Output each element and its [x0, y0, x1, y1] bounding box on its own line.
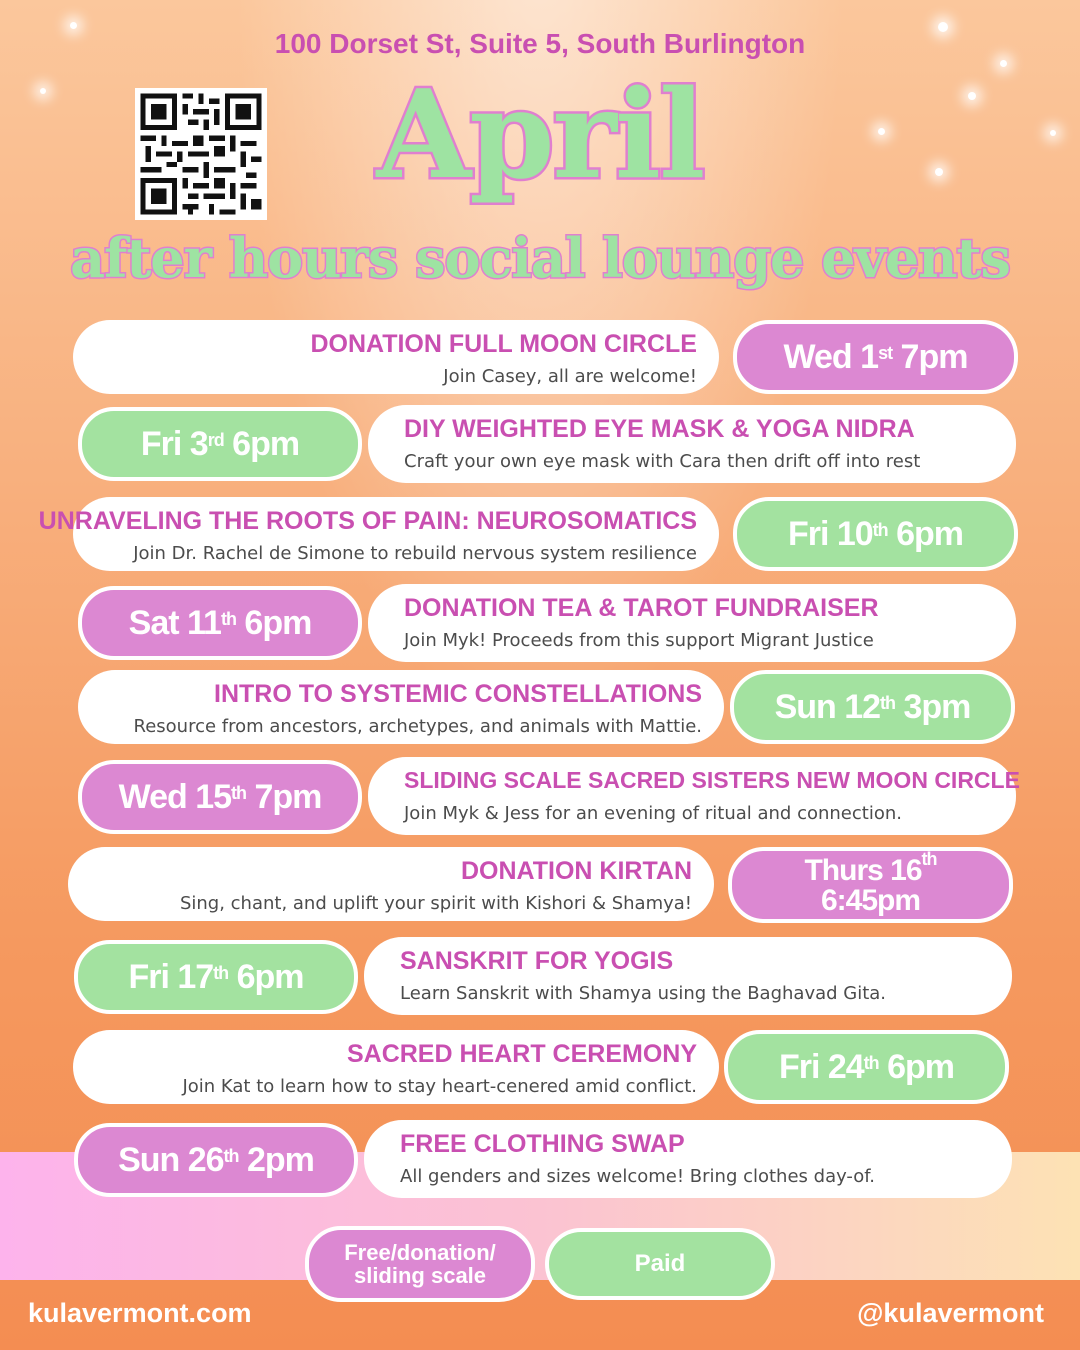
event-title: DONATION FULL MOON CIRCLE — [310, 330, 697, 358]
event-day: Sun 26 — [118, 1141, 224, 1179]
event-card[interactable] — [68, 847, 714, 921]
event-description: Join Myk & Jess for an evening of ritual and connection. — [404, 803, 902, 824]
event-date-pill[interactable] — [724, 1030, 1009, 1104]
website-link[interactable]: kulavermont.com — [28, 1298, 252, 1328]
event-card[interactable] — [38, 497, 719, 571]
event-title: INTRO TO SYSTEMIC CONSTELLATIONS — [214, 680, 702, 708]
event-ordinal: th — [880, 693, 896, 713]
event-ordinal: st — [878, 343, 893, 363]
event-ordinal: th — [921, 849, 937, 869]
event-day: Sat 11 — [128, 604, 221, 642]
event-description: Sing, chant, and uplift your spirit with Kishori & Shamya! — [179, 893, 692, 914]
event-date-pill[interactable] — [78, 760, 362, 834]
event-description: Craft your own eye mask with Cara then drift off into rest — [404, 451, 921, 472]
event-day: Wed 1 — [783, 338, 879, 376]
event-card[interactable] — [73, 320, 719, 394]
event-title: UNRAVELING THE ROOTS OF PAIN: NEUROSOMATICS — [38, 507, 697, 535]
event-title: DONATION KIRTAN — [461, 857, 692, 885]
event-ordinal: th — [863, 1053, 879, 1073]
legend-free-line1: Free/donation/ — [344, 1239, 496, 1265]
legend-free-line2: sliding scale — [353, 1263, 487, 1288]
event-time: 6pm — [896, 515, 964, 553]
event-ordinal: th — [872, 520, 888, 540]
event-title: SLIDING SCALE SACRED SISTERS NEW MOON CIRCLE — [404, 767, 1020, 793]
event-day: Wed 15 — [118, 778, 232, 816]
event-time: 6:45pm — [820, 884, 921, 917]
event-description: All genders and sizes welcome! Bring clothes day-of. — [400, 1166, 876, 1187]
event-day: Fri 24 — [778, 1048, 864, 1086]
event-time: 3pm — [903, 688, 971, 726]
event-ordinal: th — [213, 963, 229, 983]
event-time: 7pm — [254, 778, 322, 816]
event-date-pill[interactable] — [74, 1123, 358, 1197]
event-date-pill[interactable] — [733, 497, 1018, 571]
event-date-pill[interactable] — [74, 940, 358, 1014]
event-card[interactable] — [368, 757, 1020, 835]
address: 100 Dorset St, Suite 5, South Burlington — [274, 28, 806, 59]
event-title: SANSKRIT FOR YOGIS — [400, 947, 674, 975]
event-date-pill[interactable] — [728, 847, 1013, 923]
event-time: 6pm — [236, 958, 304, 996]
event-day: Fri 3 — [140, 425, 208, 463]
event-card[interactable] — [364, 1120, 1012, 1198]
event-title: SACRED HEART CEREMONY — [346, 1040, 697, 1068]
event-day: Sun 12 — [774, 688, 881, 726]
event-description: Join Kat to learn how to stay heart-cenered amid conflict. — [182, 1076, 697, 1097]
event-description: Join Dr. Rachel de Simone to rebuild nervous system resilience — [133, 543, 697, 564]
subtitle: after hours social lounge events — [70, 226, 1010, 290]
event-card[interactable] — [364, 937, 1012, 1015]
event-title: DIY WEIGHTED EYE MASK & YOGA NIDRA — [404, 415, 915, 443]
event-description: Join Casey, all are welcome! — [443, 366, 697, 387]
event-time: 6pm — [887, 1048, 955, 1086]
event-time: 6pm — [232, 425, 300, 463]
event-time: 7pm — [900, 338, 968, 376]
event-card[interactable] — [78, 670, 724, 744]
event-card[interactable] — [73, 1030, 719, 1104]
event-title: DONATION TEA & TAROT FUNDRAISER — [404, 594, 879, 622]
event-day: Thurs 16 — [804, 854, 922, 887]
event-card[interactable] — [368, 405, 1016, 483]
month-title: April — [376, 62, 704, 206]
event-day: Fri 10 — [787, 515, 873, 553]
event-card[interactable] — [368, 584, 1016, 662]
legend-free-donation-sliding — [305, 1226, 535, 1302]
event-description: Join Myk! Proceeds from this support Migrant Justice — [404, 630, 874, 651]
legend-paid — [545, 1228, 775, 1300]
event-date-pill[interactable] — [733, 320, 1018, 394]
social-handle[interactable]: @kulavermont — [857, 1298, 1044, 1328]
event-day: Fri 17 — [128, 958, 214, 996]
event-ordinal: rd — [207, 430, 224, 450]
event-ordinal: th — [220, 609, 236, 629]
event-description: Resource from ancestors, archetypes, and animals with Mattie. — [133, 716, 702, 737]
event-date-pill[interactable] — [78, 586, 362, 660]
event-time: 2pm — [247, 1141, 314, 1179]
event-date-pill[interactable] — [730, 670, 1015, 744]
event-ordinal: th — [223, 1146, 239, 1166]
event-date-pill[interactable] — [78, 407, 362, 481]
event-time: 6pm — [244, 604, 312, 642]
event-title: FREE CLOTHING SWAP — [400, 1130, 685, 1158]
event-ordinal: th — [231, 783, 247, 803]
event-description: Learn Sanskrit with Shamya using the Baghavad Gita. — [400, 983, 887, 1004]
legend-paid-label: Paid — [634, 1250, 686, 1278]
